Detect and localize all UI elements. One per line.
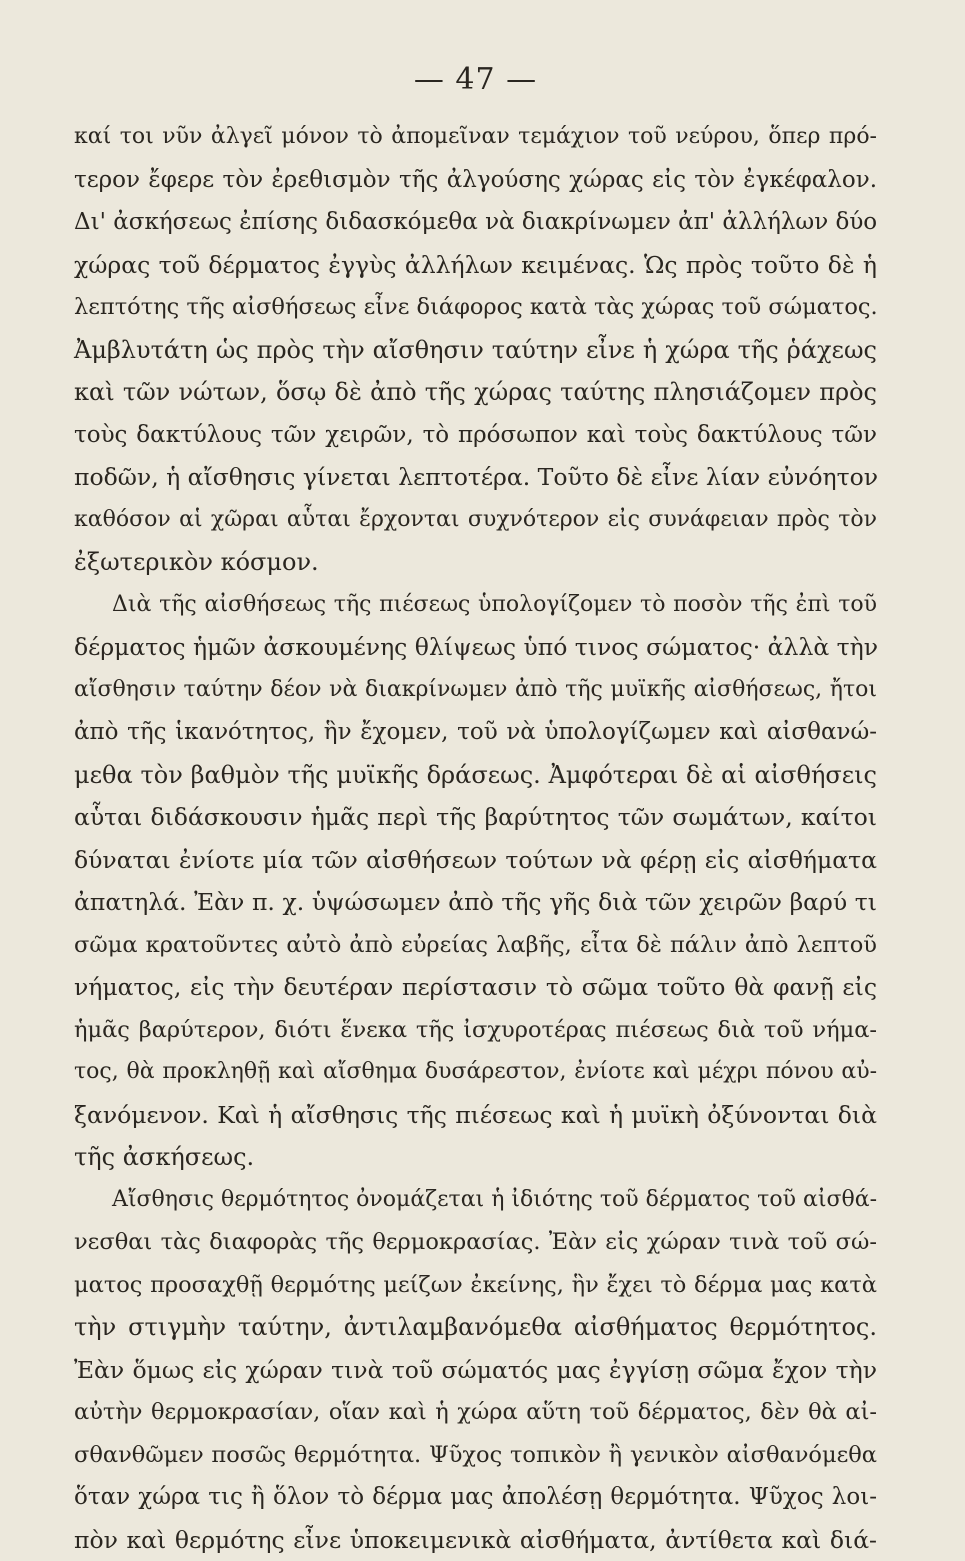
text-line: τῆς ἀσκήσεως. — [74, 1136, 877, 1179]
text-line: Ἐὰν ὅμως εἰς χώραν τινὰ τοῦ σώματός μας ἐγγίσῃ σῶμα ἔχον τὴν — [74, 1349, 877, 1392]
text-line: Αἴσθησις θερμότητος ὀνομάζεται ἡ ἰδιότης τοῦ δέρματος τοῦ αἰσθά- — [74, 1179, 877, 1222]
text-line: ἀπατηλά. Ἐὰν π. χ. ὑψώσωμεν ἀπὸ τῆς γῆς διὰ τῶν χειρῶν βαρύ τι — [74, 881, 877, 924]
text-line: σθανθῶμεν ποσῶς θερμότητα. Ψῦχος τοπικὸν ἢ γενικὸν αἰσθανόμεθα — [74, 1434, 877, 1477]
text-line: Διὰ τῆς αἰσθήσεως τῆς πιέσεως ὑπολογίζομεν τὸ ποσὸν τῆς ἐπὶ τοῦ — [74, 584, 877, 627]
text-line: Δι' ἀσκήσεως ἐπίσης διδασκόμεθα νὰ διακρίνωμεν ἀπ' ἀλλήλων δύο — [74, 201, 877, 244]
text-line: αἴσθησιν ταύτην δέον νὰ διακρίνωμεν ἀπὸ τῆς μυϊκῆς αἰσθήσεως, ἤτοι — [74, 669, 877, 712]
text-line: δέρματος ἡμῶν ἀσκουμένης θλίψεως ὑπό τινος σώματος· ἀλλὰ τὴν — [74, 626, 877, 669]
text-line: καθόσον αἱ χῶραι αὗται ἔρχονται συχνότερον εἰς συνάφειαν πρὸς τὸν — [74, 499, 877, 542]
text-line: ὅταν χώρα τις ἢ ὅλον τὸ δέρμα μας ἀπολέσῃ θερμότητα. Ψῦχος λοι- — [74, 1476, 877, 1519]
text-line: τος, θὰ προκληθῇ καὶ αἴσθημα δυσάρεστον, ἐνίοτε καὶ μέχρι πόνου αὐ- — [74, 1051, 877, 1094]
text-line: καί τοι νῦν ἀλγεῖ μόνον τὸ ἀπομεῖναν τεμάχιον τοῦ νεύρου, ὅπερ πρό- — [74, 116, 877, 159]
text-line: ἡμᾶς βαρύτερον, διότι ἕνεκα τῆς ἰσχυροτέρας πιέσεως διὰ τοῦ νήμα- — [74, 1009, 877, 1052]
text-line: ματος προσαχθῇ θερμότης μείζων ἐκείνης, ἣν ἔχει τὸ δέρμα μας κατὰ — [74, 1264, 877, 1307]
text-line: μεθα τὸν βαθμὸν τῆς μυϊκῆς δράσεως. Ἀμφότεραι δὲ αἱ αἰσθήσεις — [74, 754, 877, 797]
text-line: αὗται διδάσκουσιν ἡμᾶς περὶ τῆς βαρύτητος τῶν σωμάτων, καίτοι — [74, 796, 877, 839]
text-line: ἐξωτερικὸν κόσμον. — [74, 541, 877, 584]
text-line: νήματος, εἰς τὴν δευτέραν περίστασιν τὸ σῶμα τοῦτο θὰ φανῇ εἰς — [74, 966, 877, 1009]
text-line: ἀπὸ τῆς ἱκανότητος, ἣν ἔχομεν, τοῦ νὰ ὑπολογίζωμεν καὶ αἰσθανώ- — [74, 711, 877, 754]
text-line: χώρας τοῦ δέρματος ἐγγὺς ἀλλήλων κειμένας. Ὡς πρὸς τοῦτο δὲ ἡ — [74, 244, 877, 287]
text-line: νεσθαι τὰς διαφορὰς τῆς θερμοκρασίας. Ἐὰν εἰς χώραν τινὰ τοῦ σώ- — [74, 1221, 877, 1264]
text-line: ποδῶν, ἡ αἴσθησις γίνεται λεπτοτέρα. Τοῦτο δὲ εἶνε λίαν εὐνόητον — [74, 456, 877, 499]
text-line: αὐτὴν θερμοκρασίαν, οἵαν καὶ ἡ χώρα αὕτη τοῦ δέρματος, δὲν θὰ αἰ- — [74, 1391, 877, 1434]
text-line: τὴν στιγμὴν ταύτην, ἀντιλαμβανόμεθα αἰσθήματος θερμότητος. — [74, 1306, 877, 1349]
text-line: πὸν καὶ θερμότης εἶνε ὑποκειμενικὰ αἰσθήματα, ἀντίθετα καὶ διά- — [74, 1519, 877, 1561]
body-text — [74, 116, 877, 1561]
text-line: καὶ τῶν νώτων, ὅσῳ δὲ ἀπὸ τῆς χώρας ταύτης πλησιάζομεν πρὸς — [74, 371, 877, 414]
text-line: τοὺς δακτύλους τῶν χειρῶν, τὸ πρόσωπον καὶ τοὺς δακτύλους τῶν — [74, 414, 877, 457]
text-line: σῶμα κρατοῦντες αὐτὸ ἀπὸ εὐρείας λαβῆς, εἶτα δὲ πάλιν ἀπὸ λεπτοῦ — [74, 924, 877, 967]
text-line: τερον ἔφερε τὸν ἐρεθισμὸν τῆς ἀλγούσης χώρας εἰς τὸν ἐγκέφαλον. — [74, 159, 877, 202]
text-line: ξανόμενον. Καὶ ἡ αἴσθησις τῆς πιέσεως καὶ ἡ μυϊκὴ ὀξύνονται διὰ — [74, 1094, 877, 1137]
text-line: λεπτότης τῆς αἰσθήσεως εἶνε διάφορος κατὰ τὰς χώρας τοῦ σώματος. — [74, 286, 877, 329]
text-line: δύναται ἐνίοτε μία τῶν αἰσθήσεων τούτων νὰ φέρῃ εἰς αἰσθήματα — [74, 839, 877, 882]
text-line: Ἀμβλυτάτη ὡς πρὸς τὴν αἴσθησιν ταύτην εἶνε ἡ χώρα τῆς ῥάχεως — [74, 329, 877, 372]
page-number: — 47 — — [74, 58, 877, 102]
